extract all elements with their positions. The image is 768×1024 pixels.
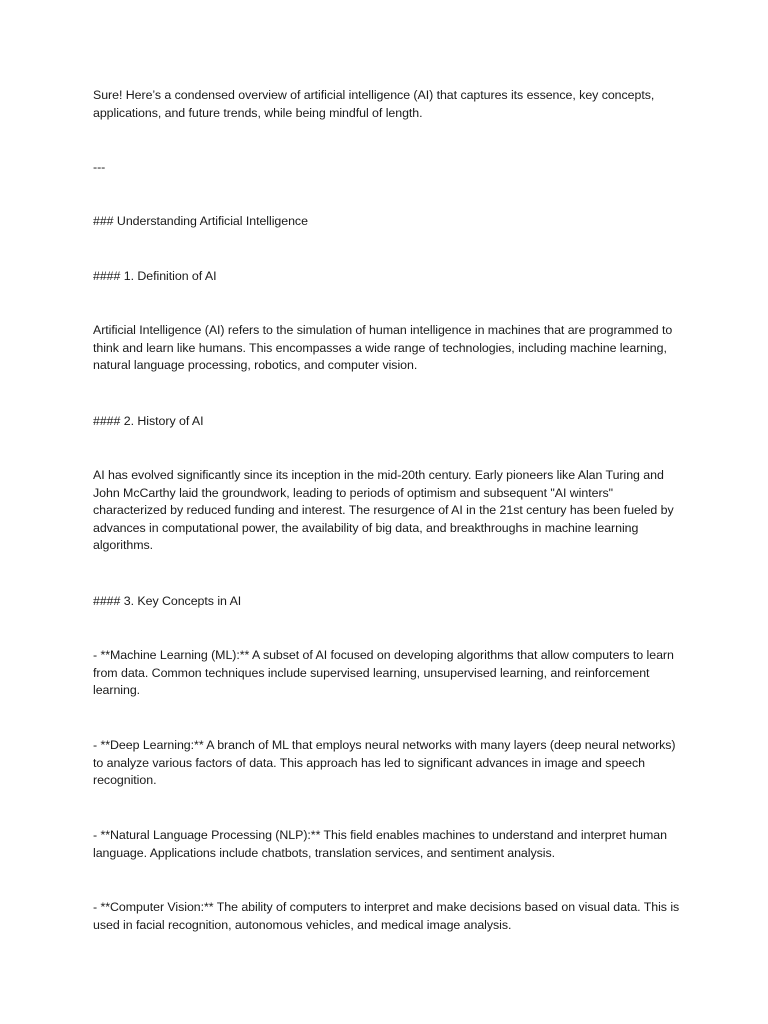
- bullet-nlp: - **Natural Language Processing (NLP):** This field enables machines to understand and interpret human language. Applications include chatbots, translation services, and sentiment analysis.: [93, 828, 667, 860]
- section-3-heading: #### 3. Key Concepts in AI: [93, 594, 242, 608]
- section-1-heading: #### 1. Definition of AI: [93, 269, 217, 283]
- document-title: ### Understanding Artificial Intelligence: [93, 214, 308, 228]
- section-1-body: Artificial Intelligence (AI) refers to the simulation of human intelligence in machines that are programmed to think and learn like humans. This encompasses a wide range of technologies, including machine learning, natural language processing, robotics, and computer vision.: [93, 323, 673, 373]
- section-2-body: AI has evolved significantly since its inception in the mid-20th century. Early pioneers like Alan Turing and John McCarthy laid the groundwork, leading to periods of optimism and subsequent "AI winters" characterized by reduced funding and interest. The resurgence of AI in the 21st century has been fueled by advances in computational power, the availability of big data, and breakthroughs in machine learning algorithms.: [93, 468, 674, 553]
- bullet-machine-learning: - **Machine Learning (ML):** A subset of AI focused on developing algorithms that allow computers to learn from data. Common techniques include supervised learning, unsupervised learning, and reinforcement learning.: [93, 648, 674, 698]
- bullet-deep-learning: - **Deep Learning:** A branch of ML that employs neural networks with many layers (deep neural networks) to analyze various factors of data. This approach has led to significant advances in image and speech recognition.: [93, 738, 676, 788]
- bullet-computer-vision: - **Computer Vision:** The ability of computers to interpret and make decisions based on visual data. This is used in facial recognition, autonomous vehicles, and medical image analysis.: [93, 900, 680, 932]
- separator-line: ---: [93, 160, 106, 174]
- section-2-heading: #### 2. History of AI: [93, 414, 204, 428]
- intro-paragraph: Sure! Here’s a condensed overview of artificial intelligence (AI) that captures its essence, key concepts, applications, and future trends, while being mindful of length.: [93, 88, 655, 120]
